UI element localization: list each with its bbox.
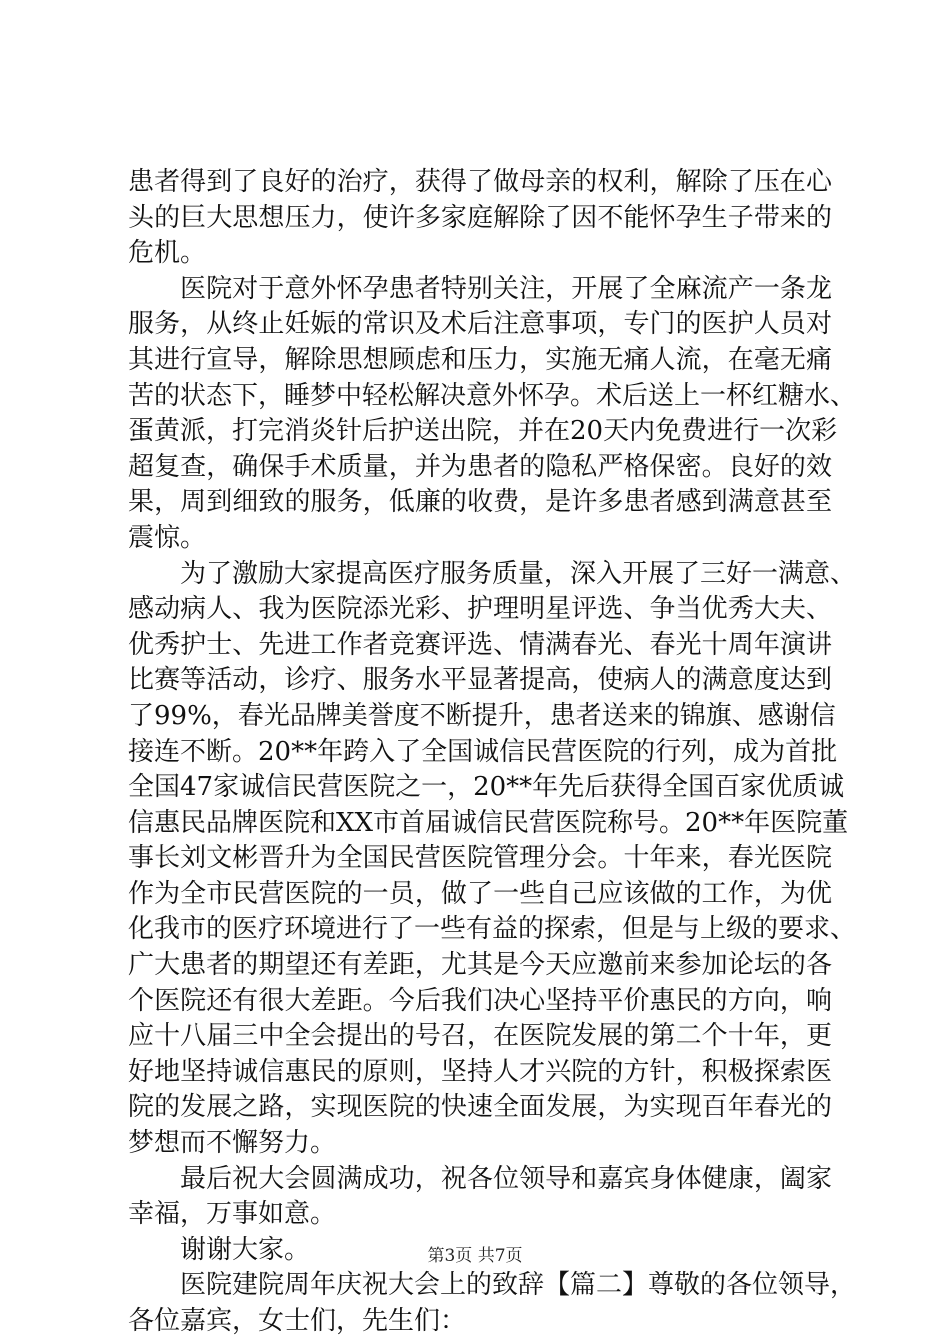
text-line: 作为全市民营医院的一员，做了一些自己应该做的工作，为优 — [128, 878, 832, 909]
text-line: 事长刘文彬晋升为全国民营医院管理分会。十年来，春光医院 — [128, 843, 832, 874]
text-line: 信惠民品牌医院和XX市首届诚信民营医院称号。20**年医院董 — [128, 807, 849, 838]
text-line: 最后祝大会圆满成功，祝各位领导和嘉宾身体健康，阖家 — [180, 1163, 832, 1194]
text-line: 幸福，万事如意。 — [128, 1199, 337, 1230]
text-line: 果，周到细致的服务，低廉的收费，是许多患者感到满意甚至 — [128, 487, 832, 518]
text-line: 个医院还有很大差距。今后我们决心坚持平价惠民的方向，响 — [128, 985, 832, 1016]
document-body — [128, 165, 857, 1340]
text-line: 化我市的医疗环境进行了一些有益的探索，但是与上级的要求、 — [128, 914, 857, 945]
text-line: 苦的状态下，睡梦中轻松解决意外怀孕。术后送上一杯红糖水、 — [128, 380, 857, 411]
text-line: 头的巨大思想压力，使许多家庭解除了因不能怀孕生子带来的 — [128, 202, 832, 233]
text-line: 全国47家诚信民营医院之一，20**年先后获得全国百家优质诚 — [128, 772, 845, 803]
text-line: 医院建院周年庆祝大会上的致辞【篇二】尊敬的各位领导， — [180, 1270, 857, 1301]
text-line: 蛋黄派，打完消炎针后护送出院，并在20天内免费进行一次彩 — [128, 416, 838, 447]
text-line: 广大患者的期望还有差距，尤其是今天应邀前来参加论坛的各 — [128, 950, 832, 981]
text-line: 了99%，春光品牌美誉度不断提升，患者送来的锦旗、感谢信 — [128, 700, 836, 731]
text-line: 服务，从终止妊娠的常识及术后注意事项，专门的医护人员对 — [128, 309, 832, 340]
text-line: 为了激励大家提高医疗服务质量，深入开展了三好一满意、 — [180, 558, 857, 589]
text-line: 各位嘉宾，女士们，先生们： — [128, 1306, 467, 1336]
text-line: 院的发展之路，实现医院的快速全面发展，为实现百年春光的 — [128, 1092, 832, 1123]
text-line: 患者得到了良好的治疗，获得了做母亲的权利，解除了压在心 — [128, 167, 832, 197]
text-line: 接连不断。20**年跨入了全国诚信民营医院的行列，成为首批 — [128, 736, 838, 767]
text-line: 医院对于意外怀孕患者特别关注，开展了全麻流产一条龙 — [180, 273, 832, 304]
text-line: 感动病人、我为医院添光彩、护理明星评选、争当优秀大夫、 — [128, 594, 832, 625]
text-line: 梦想而不懈努力。 — [128, 1128, 337, 1159]
page-number-footer: 第3页 共7页 — [427, 1246, 523, 1266]
text-line: 震惊。 — [128, 522, 207, 553]
text-line: 谢谢大家。 — [180, 1234, 311, 1265]
text-line: 优秀护士、先进工作者竞赛评选、情满春光、春光十周年演讲 — [128, 629, 832, 660]
text-line: 比赛等活动，诊疗、服务水平显著提高，使病人的满意度达到 — [128, 665, 832, 696]
text-line: 应十八届三中全会提出的号召，在医院发展的第二个十年，更 — [128, 1021, 832, 1052]
text-line: 其进行宣导，解除思想顾虑和压力，实施无痛人流，在毫无痛 — [128, 344, 832, 375]
text-line: 超复查，确保手术质量，并为患者的隐私严格保密。良好的效 — [128, 451, 832, 482]
text-line: 好地坚持诚信惠民的原则，坚持人才兴院的方针，积极探索医 — [128, 1056, 832, 1087]
text-line: 危机。 — [128, 238, 207, 269]
